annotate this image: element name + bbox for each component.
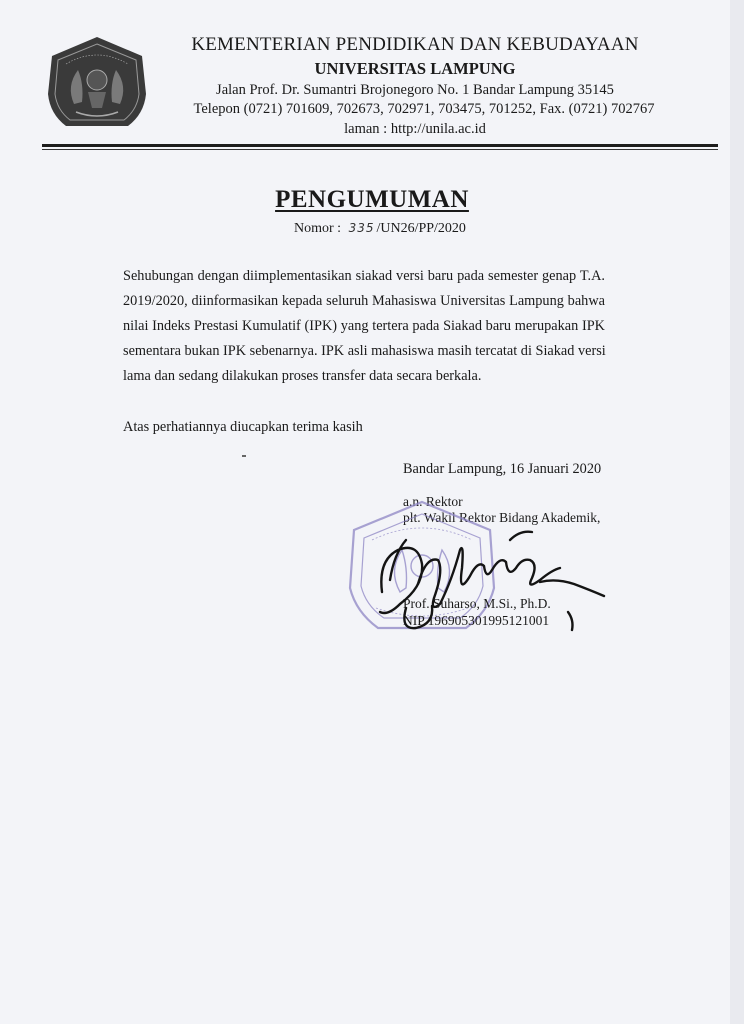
body-line: Sehubungan dengan diimplementasikan siakad versi baru pada semester genap T.A. xyxy=(123,268,605,284)
number-prefix: Nomor : xyxy=(294,221,342,236)
announcement-number xyxy=(294,221,466,237)
signatory-on-behalf: a.n. Rektor xyxy=(403,494,463,509)
body-line: sementara bukan IPK sebenarnya. IPK asli mahasiswa masih tercatat di Siakad versi xyxy=(123,343,606,359)
announcement-title: PENGUMUMAN xyxy=(275,186,469,213)
handwritten-signature xyxy=(360,520,620,640)
number-handwritten: 335 xyxy=(348,221,375,235)
scan-speck xyxy=(242,455,246,457)
signatory-nip: NIP 196905301995121001 xyxy=(403,613,550,628)
signatory-name: Prof. Suharso, M.Si., Ph.D. xyxy=(403,596,551,611)
university-crest-logo xyxy=(44,34,150,134)
closing-remark: Atas perhatiannya diucapkan terima kasih xyxy=(123,419,363,435)
university-phone: Telepon (0721) 701609, 702673, 702971, 703475, 701252, Fax. (0721) 702767 xyxy=(193,101,655,117)
body-line: nilai Indeks Prestasi Kumulatif (IPK) yang tertera pada Siakad baru merupakan IPK xyxy=(123,318,605,334)
signatory-position: plt. Wakil Rektor Bidang Akademik, xyxy=(403,510,601,525)
university-name: UNIVERSITAS LAMPUNG xyxy=(314,59,516,78)
body-line: 2019/2020, diinformasikan kepada seluruh Mahasiswa Universitas Lampung bahwa xyxy=(123,293,605,309)
letterhead-rule-thin xyxy=(42,149,718,150)
ministry-name: KEMENTERIAN PENDIDIKAN DAN KEBUDAYAAN xyxy=(191,34,639,55)
page-edge xyxy=(730,0,744,1024)
university-website: laman : http://unila.ac.id xyxy=(344,121,486,137)
letterhead-rule xyxy=(42,144,718,147)
university-address: Jalan Prof. Dr. Sumantri Brojonegoro No. 1 Bandar Lampung 35145 xyxy=(216,82,614,98)
place-and-date: Bandar Lampung, 16 Januari 2020 xyxy=(403,461,602,477)
number-suffix: /UN26/PP/2020 xyxy=(376,221,466,236)
body-line: lama dan sedang dilakukan proses transfer data secara berkala. xyxy=(123,368,482,384)
